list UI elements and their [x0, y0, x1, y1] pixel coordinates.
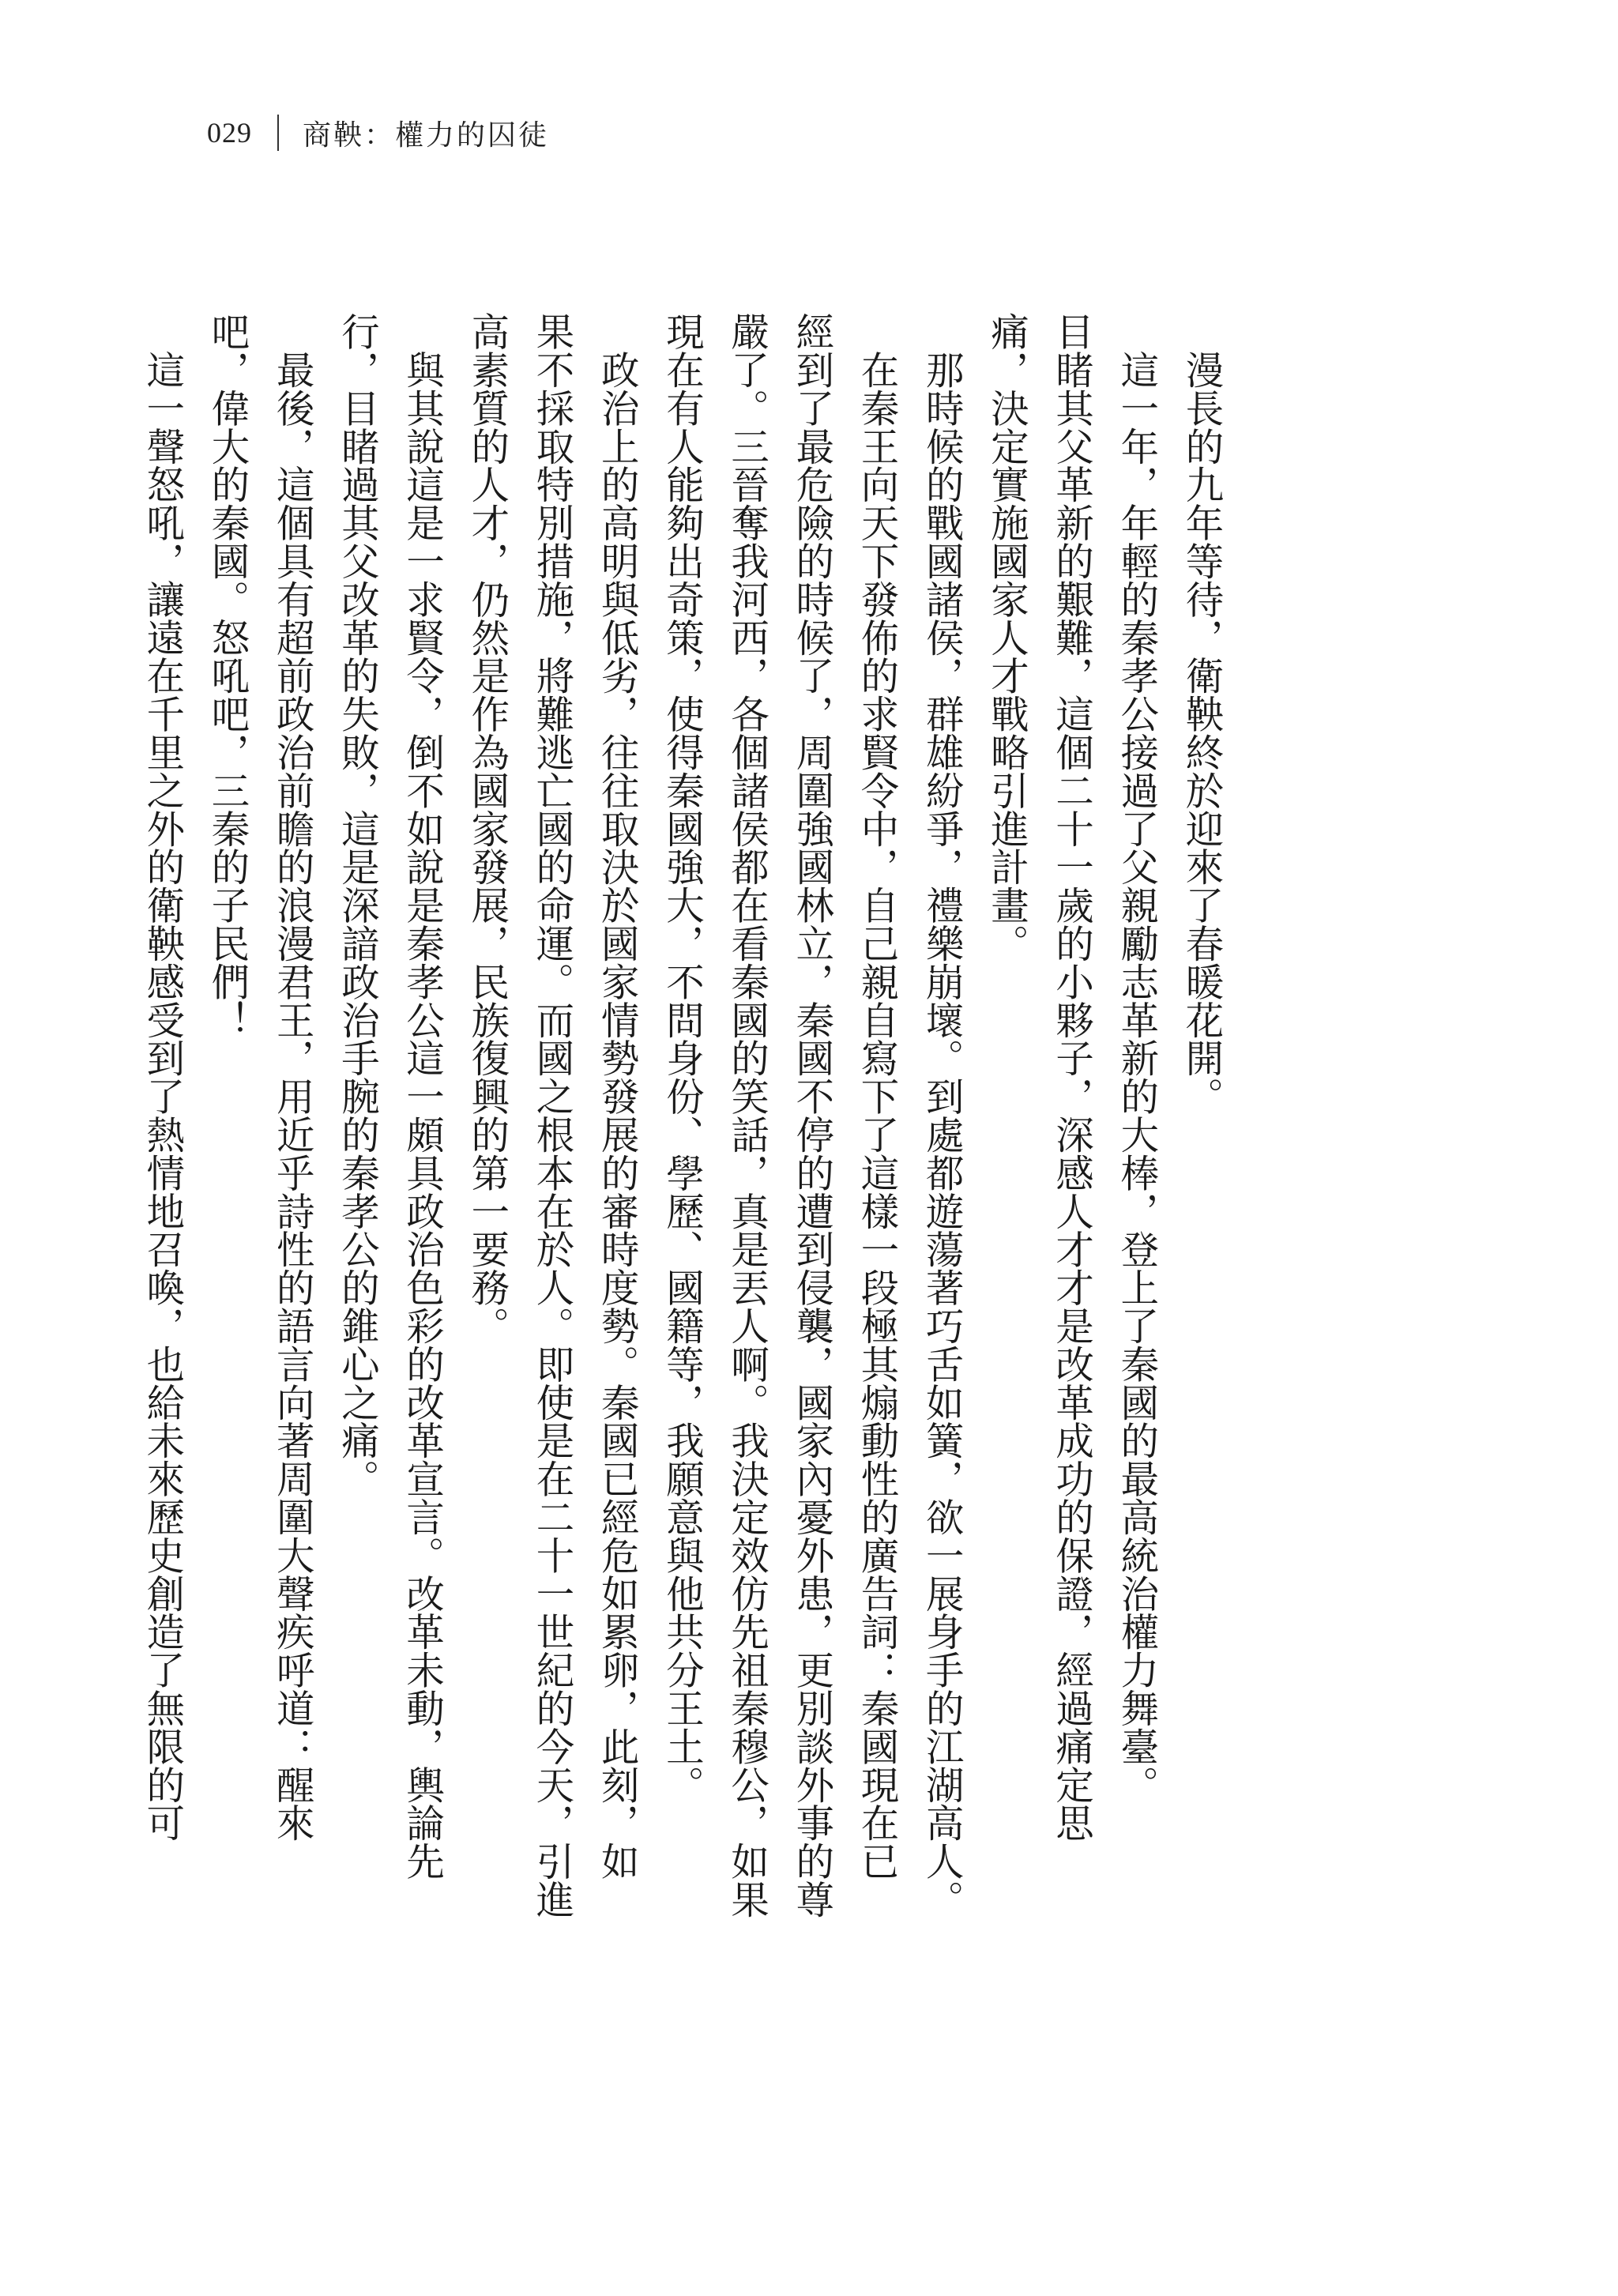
- text-column: 政治上的高明與低劣，往往取決於國家情勢發展的審時度勢。秦國已經危如累卵，此刻，如: [594, 312, 639, 1880]
- text-column: 痛，決定實施國家人才戰略引進計畫。: [984, 312, 1029, 962]
- text-column: 漫長的九年等待，衛鞅終於迎來了春暖花開。: [1179, 312, 1223, 1116]
- text-column: 在秦王向天下發佈的求賢令中，自己親自寫下了這樣一段極其煽動性的廣告詞：秦國現在已: [854, 312, 898, 1880]
- book-title: 商鞅：權力的囚徒: [303, 119, 550, 152]
- text-column: 果不採取特別措施，將難逃亡國的命運。而國之根本在於人。即使是在二十一世紀的今天，引進: [529, 312, 574, 1918]
- text-column: 嚴了。三晉奪我河西，各個諸侯都在看秦國的笑話，真是丟人啊。我決定效仿先祖秦穆公，如果: [724, 312, 769, 1918]
- text-column: 這一聲怒吼，讓遠在千里之外的衛鞅感受到了熱情地召喚，也給未來歷史創造了無限的可: [139, 312, 184, 1842]
- body-text: [139, 312, 1225, 2153]
- running-header: [207, 109, 549, 156]
- text-column: 那時候的戰國諸侯，群雄紛爭，禮樂崩壞。到處都遊蕩著巧舌如簧，欲一展身手的江湖高人。: [919, 312, 964, 1918]
- text-column: 目睹其父革新的艱難，這個二十一歲的小夥子，深感人才才是改革成功的保證，經過痛定思: [1048, 312, 1093, 1842]
- text-column: 現在有人能夠出奇策，使得秦國強大，不問身份、學歷、國籍等，我願意與他共分王土。: [659, 312, 704, 1804]
- text-column: 行，目睹過其父改革的失敗，這是深諳政治手腕的秦孝公的錐心之痛。: [334, 312, 379, 1498]
- text-column: 與其說這是一求賢令，倒不如說是秦孝公這一頗具政治色彩的改革宣言。改革未動，輿論先: [399, 312, 444, 1880]
- text-column: 這一年，年輕的秦孝公接過了父親勵志革新的大棒，登上了秦國的最高統治權力舞臺。: [1113, 312, 1158, 1804]
- text-column: 吧，偉大的秦國。怒吼吧，三秦的子民們！: [205, 312, 249, 1039]
- page-number: 029: [207, 117, 252, 149]
- text-column: 最後，這個具有超前政治前瞻的浪漫君王，用近乎詩性的語言向著周圍大聲疾呼道：醒來: [269, 312, 314, 1842]
- text-column: 經到了最危險的時候了，周圍強國林立，秦國不停的遭到侵襲，國家內憂外患，更別談外事的尊: [788, 312, 833, 1918]
- header-divider: [277, 115, 279, 151]
- text-column: 高素質的人才，仍然是作為國家發展，民族復興的第一要務。: [464, 312, 509, 1345]
